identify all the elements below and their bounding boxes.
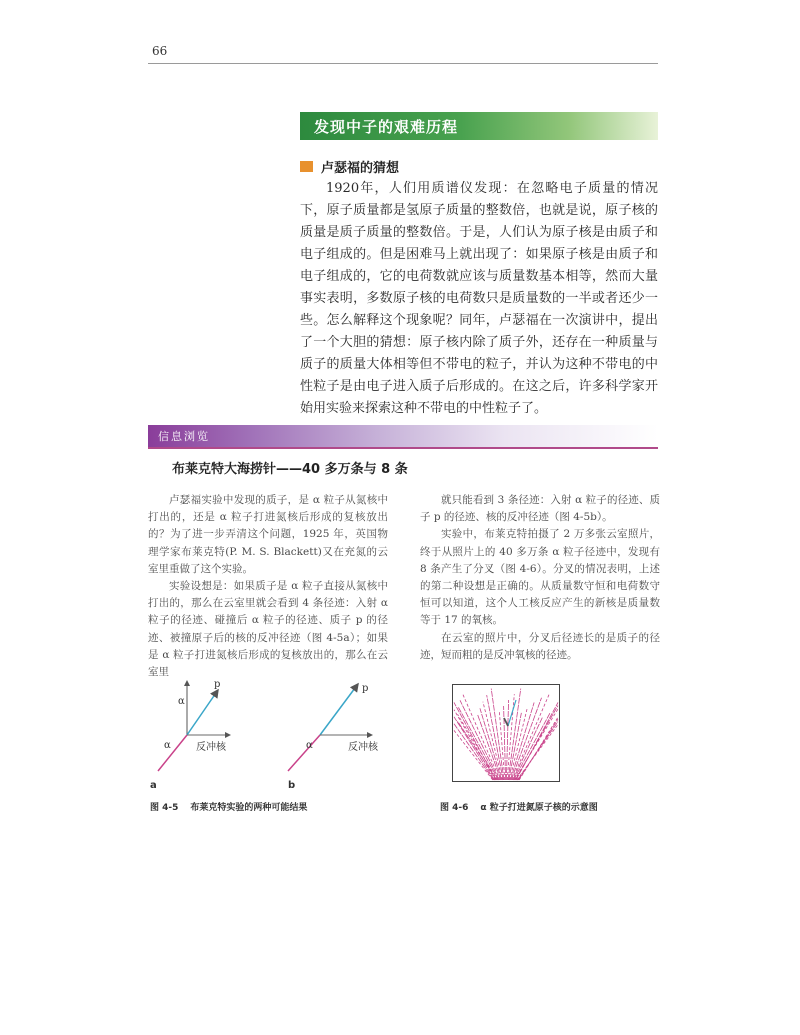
recoil-label: 反冲核 [348, 742, 378, 753]
figure-4-5b [282, 678, 392, 790]
sub-heading-text: 卢瑟福的猜想 [321, 160, 400, 176]
section-title: 发现中子的艰难历程 [314, 118, 459, 136]
panel-label-b: b [288, 780, 296, 790]
page-number: 66 [152, 44, 168, 58]
bullet-square-icon [300, 161, 313, 172]
caption-text: 布莱克特实验的两种可能结果 [190, 803, 308, 813]
recoil-label: 反冲核 [196, 742, 226, 753]
proton-track [320, 684, 358, 735]
info-label: 信息浏览 [158, 430, 210, 443]
right-column [420, 492, 660, 664]
alpha-label: α [178, 696, 185, 707]
sub-heading [300, 157, 399, 175]
caption-number: 图 4-6 [440, 803, 469, 813]
panel-label-a: a [150, 780, 157, 790]
caption-fig-4-5 [150, 800, 307, 813]
info-banner [148, 425, 658, 447]
caption-text: α 粒子打进氮原子核的示意图 [480, 803, 598, 813]
paragraph-text: 1920年，人们用质谱仪发现：在忽略电子质量的情况下，原子质量都是氢原子质量的整数倍，也就是说，原子核的质量是质子质量的整数倍。于是，人们认为原子核是由质子和电子组成的。但是困难马上就出现了：如果原子核是由质子和电子组成的，它的电荷数就应该与质量数基本相等，然而大量事实表明，多数原子核的电荷数只是质量数的一半或者还少一些。怎么解释这个现象呢？同年，卢瑟福在一次演讲中，提出了一个大胆的猜想：原子核内除了质子外，还存在一种质量与质子的质量大体相等但不带电的粒子，并认为这种不带电的中性粒子是由电子进入质子后形成的。在这之后，许多科学家开始用实验来探索这种不带电的中性粒子了。 [300, 181, 658, 416]
proton-track [187, 690, 218, 735]
left-paragraph: 实验设想是：如果质子是 α 粒子直接从氮核中打出的，那么在云室里就会看到 4 条径迹：入射 α 粒子的径迹、碰撞后 α 粒子的径迹、质子 p 的径迹、被撞原子后的核的反冲径迹（图 4-5a）；如果是 α 粒子打进氮核后形成的复核放出的，那么在云室里 [148, 580, 388, 679]
info-rule [148, 447, 658, 449]
right-paragraph: 在云室的照片中，分叉后径迹长的是质子的径迹，短而粗的是反冲氧核的径迹。 [420, 631, 660, 661]
proton-label: p [362, 683, 369, 694]
caption-number: 图 4-5 [150, 803, 179, 813]
section-banner [300, 112, 658, 140]
caption-fig-4-6 [440, 800, 598, 813]
right-paragraph: 实验中，布莱克特拍摄了 2 万多张云室照片，终于从照片上的 40 多万条 α 粒子径迹中，发现有 8 条产生了分叉（图 4-6）。分叉的情况表明，上述的第二种设想是正确的。从质量数守恒和电荷数守恒可以知道，这个人工核反应产生的新核是质量数等于 17 的氧核。 [420, 528, 660, 627]
left-column [148, 492, 388, 681]
figure-4-5a [150, 678, 270, 790]
left-paragraph: 卢瑟福实验中发现的质子，是 α 粒子从氮核中打出的，还是 α 粒子打进氮核后形成的复核放出的？为了进一步弄清这个问题，1925 年，英国物理学家布莱克特(P. M. S. Blackett)又在充氮的云室里重做了这个实验。 [148, 494, 388, 575]
alpha-in-label: α [306, 740, 313, 751]
incoming-alpha-track [158, 735, 187, 771]
right-paragraph: 就只能看到 3 条径迹：入射 α 粒子的径迹、质子 p 的径迹、核的反冲径迹（图 4-5b）。 [420, 494, 660, 524]
proton-label: p [214, 679, 221, 690]
article-title: 布莱克特大海捞针——40 多万条与 8 条 [172, 462, 408, 477]
figure-4-6-cloud-chamber [452, 684, 560, 782]
alpha-in-label: α [164, 740, 171, 751]
main-paragraph [300, 178, 658, 420]
top-rule [148, 63, 658, 64]
incoming-alpha-track [288, 735, 320, 771]
